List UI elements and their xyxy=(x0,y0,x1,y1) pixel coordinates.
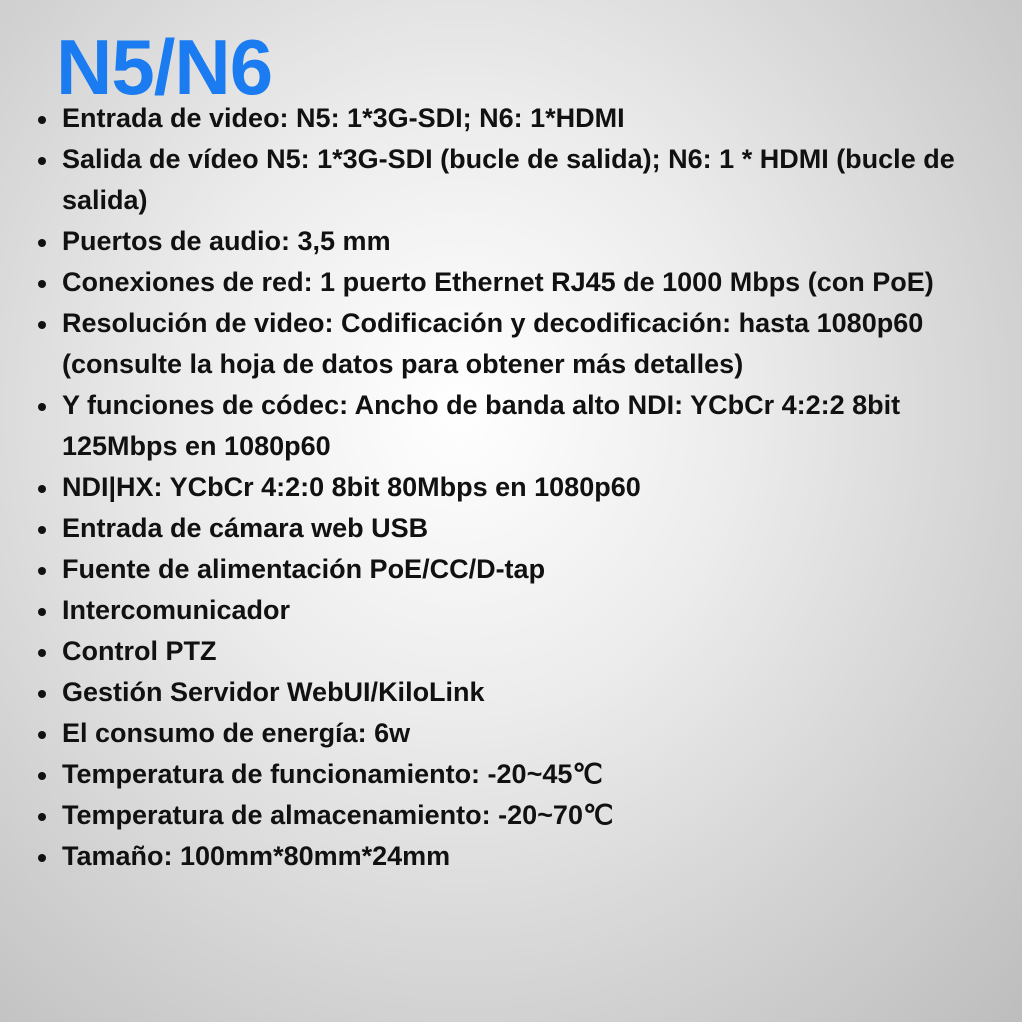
spec-item: Gestión Servidor WebUI/KiloLink xyxy=(0,672,960,713)
spec-item: Tamaño: 100mm*80mm*24mm xyxy=(0,836,960,877)
spec-item: Salida de vídeo N5: 1*3G-SDI (bucle de salida); N6: 1 * HDMI (bucle de salida) xyxy=(0,139,960,221)
spec-item: Intercomunicador xyxy=(0,590,960,631)
spec-item: El consumo de energía: 6w xyxy=(0,713,960,754)
spec-item: Temperatura de almacenamiento: -20~70℃ xyxy=(0,795,960,836)
spec-item: NDI|HX: YCbCr 4:2:0 8bit 80Mbps en 1080p60 xyxy=(0,467,960,508)
spec-item: Fuente de alimentación PoE/CC/D-tap xyxy=(0,549,960,590)
spec-item: Entrada de cámara web USB xyxy=(0,508,960,549)
spec-item: Temperatura de funcionamiento: -20~45℃ xyxy=(0,754,960,795)
spec-list xyxy=(0,98,960,877)
spec-item: Control PTZ xyxy=(0,631,960,672)
spec-item: Puertos de audio: 3,5 mm xyxy=(0,221,960,262)
spec-item: Conexiones de red: 1 puerto Ethernet RJ45 de 1000 Mbps (con PoE) xyxy=(0,262,960,303)
spec-item: Entrada de video: N5: 1*3G-SDI; N6: 1*HDMI xyxy=(0,98,960,139)
spec-item: Resolución de video: Codificación y decodificación: hasta 1080p60 (consulte la hoja de datos para obtener más detalles) xyxy=(0,303,960,385)
spec-item: Y funciones de códec: Ancho de banda alto NDI: YCbCr 4:2:2 8bit 125Mbps en 1080p60 xyxy=(0,385,960,467)
page-title: N5/N6 xyxy=(56,23,273,111)
